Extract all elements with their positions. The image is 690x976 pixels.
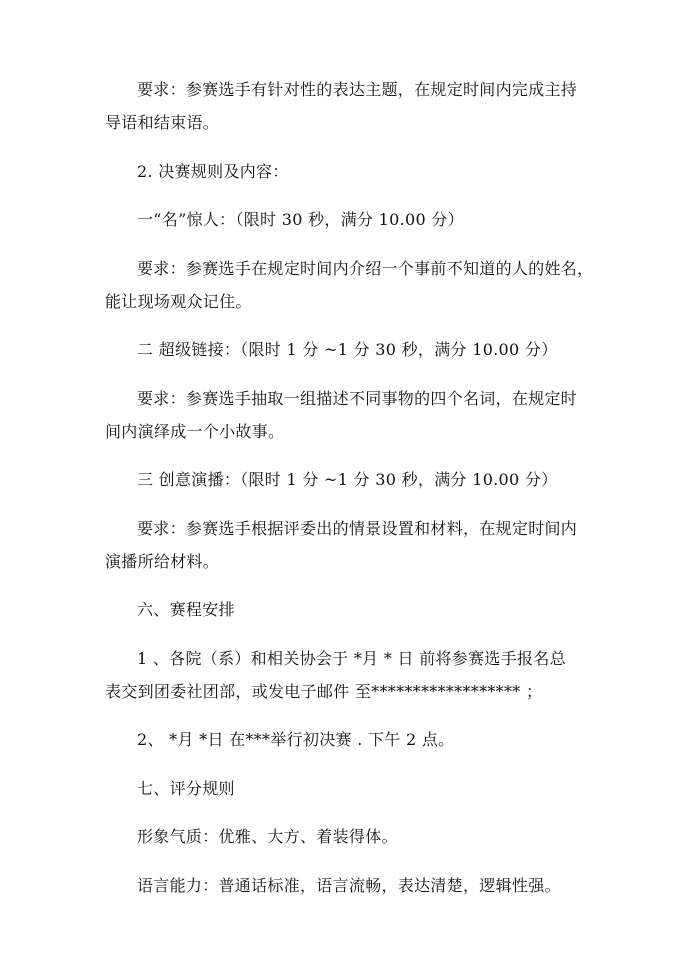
scoring-heading: 七、评分规则: [137, 779, 235, 798]
round-two-requirement-line-1: 要求：参赛选手抽取一组描述不同事物的四个名词，在规定时: [137, 389, 578, 408]
round-one-requirement-line-2: 能让现场观众记住。: [105, 292, 252, 311]
round-three-requirement-line-1: 要求：参赛选手根据评委出的情景设置和材料，在规定时间内: [137, 519, 578, 538]
round-three-title: 三 创意演播：（限时 1 分 ~1 分 30 秒，满分 10.00 分）: [137, 470, 558, 489]
schedule-item-1-line-2: 表交到团委社团部，或发电子邮件 至****************** ；: [105, 682, 543, 701]
round-three-requirement-line-2: 演播所给材料。: [105, 552, 220, 571]
round-two-title: 二 超级链接：（限时 1 分 ~1 分 30 秒，满分 10.00 分）: [137, 340, 558, 359]
hosting-requirement-line-1: 要求：参赛选手有针对性的表达主题，在规定时间内完成主持: [137, 80, 578, 99]
scoring-criterion-appearance: 形象气质：优雅、大方、着装得体。: [137, 827, 398, 846]
hosting-requirement-line-2: 导语和结束语。: [105, 113, 220, 132]
scoring-criterion-language: 语言能力：普通话标准，语言流畅，表达清楚，逻辑性强。: [137, 876, 561, 895]
schedule-item-2: 2、 *月 *日 在***举行初决赛 . 下午 2 点。: [137, 730, 455, 749]
round-one-title: 一“名”惊人：（限时 30 秒，满分 10.00 分）: [137, 210, 464, 229]
schedule-item-1-line-1: 1 、各院（系）和相关协会于 *月 * 日 前将参赛选手报名总: [137, 649, 566, 668]
schedule-heading: 六、赛程安排: [137, 600, 235, 619]
final-rules-heading: 2. 决赛规则及内容：: [137, 162, 289, 181]
round-two-requirement-line-2: 间内演绎成一个小故事。: [105, 422, 285, 441]
round-one-requirement-line-1: 要求：参赛选手在规定时间内介绍一个事前不知道的人的姓名，: [137, 259, 594, 278]
